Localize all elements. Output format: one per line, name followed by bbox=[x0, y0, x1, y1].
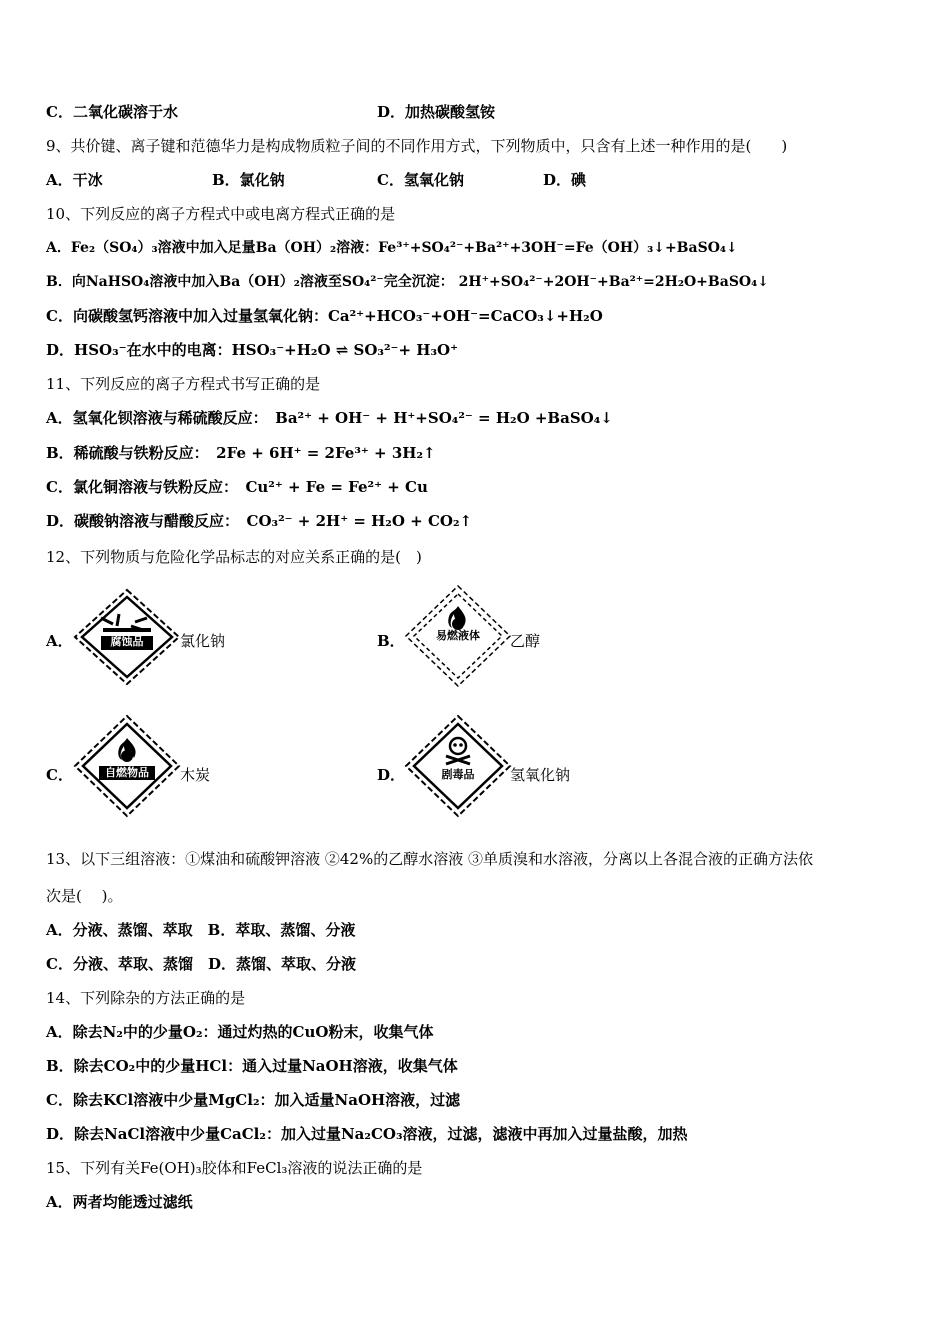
q10-option-c bbox=[46, 306, 603, 326]
q12-option-a-substance: 氯化钠 bbox=[180, 632, 226, 650]
q8-option-c: C．二氧化碳溶于水 bbox=[46, 103, 178, 121]
q11-option-a: A．氢氧化钡溶液与稀硫酸反应： Ba²⁺ + OH⁻ + H⁺+SO₄²⁻ = H₂O +BaSO₄↓ bbox=[46, 409, 613, 427]
q10-option-b-text: 向NaHSO₄溶液中加入Ba（OH）₂溶液至SO₄²⁻完全沉淀： 2H⁺+SO₄²⁻+2OH⁻+Ba²⁺=2H₂O+BaSO₄↓ bbox=[71, 274, 769, 290]
q9-option-c: C．氢氧化钠 bbox=[377, 171, 464, 189]
q12-option-d-letter: D． bbox=[377, 766, 406, 784]
q12-option-d-substance: 氢氧化钠 bbox=[510, 766, 571, 784]
q10-option-b-letter: B． bbox=[46, 274, 72, 290]
q14-option-b: B．除去CO₂中的少量HCl：通入过量NaOH溶液，收集气体 bbox=[46, 1057, 458, 1075]
q9-stem: 9、共价键、离子键和范德华力是构成物质粒子间的不同作用方式，下列物质中，只含有上述一种作用的是( ) bbox=[46, 137, 788, 155]
q13-options-row2: C．分液、萃取、蒸馏 D．蒸馏、萃取、分液 bbox=[46, 955, 356, 973]
q13-options-row1: A．分液、蒸馏、萃取 B．萃取、蒸馏、分液 bbox=[46, 921, 356, 939]
flammable-liquid-sign-label: 易燃液体 bbox=[436, 629, 480, 642]
q8-option-d: D．加热碳酸氢铵 bbox=[377, 103, 496, 121]
q15-stem: 15、下列有关Fe(OH)₃胶体和FeCl₃溶液的说法正确的是 bbox=[46, 1159, 423, 1177]
q14-option-a: A．除去N₂中的少量O₂：通过灼热的CuO粉末，收集气体 bbox=[46, 1023, 434, 1041]
toxic-sign-icon bbox=[404, 714, 512, 818]
q10-option-a bbox=[46, 238, 738, 258]
q10-option-d bbox=[46, 340, 458, 360]
q10-option-d-letter: D． bbox=[46, 341, 75, 359]
q10-option-b bbox=[46, 272, 769, 292]
q14-option-d: D．除去NaCl溶液中少量CaCl₂：加入过量Na₂CO₃溶液，过滤，滤液中再加入过量盐酸，加热 bbox=[46, 1125, 688, 1143]
q9-option-d: D．碘 bbox=[543, 171, 587, 189]
q11-option-d: D．碳酸钠溶液与醋酸反应： CO₃²⁻ + 2H⁺ = H₂O + CO₂↑ bbox=[46, 512, 473, 530]
q14-stem: 14、下列除杂的方法正确的是 bbox=[46, 989, 246, 1007]
q12-option-b-letter: B． bbox=[377, 632, 405, 650]
q10-option-d-text: HSO₃⁻在水中的电离：HSO₃⁻+H₂O ⇌ SO₃²⁻+ H₃O⁺ bbox=[74, 341, 458, 359]
q10-option-c-text: 向碳酸氢钙溶液中加入过量氢氧化钠：Ca²⁺+HCO₃⁻+OH⁻=CaCO₃↓+H₂O bbox=[72, 307, 603, 325]
q10-option-c-letter: C． bbox=[46, 307, 73, 325]
q15-option-a: A．两者均能透过滤纸 bbox=[46, 1193, 193, 1211]
q13-stem-line2: 次是( )。 bbox=[46, 887, 123, 905]
q12-option-c-substance: 木炭 bbox=[180, 766, 211, 784]
q12-option-c-letter: C． bbox=[46, 766, 73, 784]
spontaneous-combustion-sign-label: 自燃物品 bbox=[105, 766, 149, 779]
q11-option-c: C．氯化铜溶液与铁粉反应： Cu²⁺ + Fe = Fe²⁺ + Cu bbox=[46, 478, 428, 496]
q12-stem: 12、下列物质与危险化学品标志的对应关系正确的是( ) bbox=[46, 548, 422, 566]
q10-option-a-text: Fe₂（SO₄）₃溶液中加入足量Ba（OH）₂溶液：Fe³⁺+SO₄²⁻+Ba²⁺+3OH⁻=Fe（OH）₃↓+BaSO₄↓ bbox=[70, 240, 738, 256]
corrosive-sign-label: 腐蚀品 bbox=[110, 635, 144, 648]
q11-stem: 11、下列反应的离子方程式书写正确的是 bbox=[46, 375, 321, 393]
q9-option-a: A．干冰 bbox=[46, 171, 103, 189]
q10-option-a-letter: A． bbox=[46, 240, 71, 256]
q11-option-b: B．稀硫酸与铁粉反应： 2Fe + 6H⁺ = 2Fe³⁺ + 3H₂↑ bbox=[46, 444, 436, 462]
q13-stem-line1: 13、以下三组溶液：①煤油和硫酸钾溶液 ②42%的乙醇水溶液 ③单质溴和水溶液，分离以上各混合液的正确方法依 bbox=[46, 850, 813, 868]
corrosive-sign-icon bbox=[73, 588, 181, 686]
q10-stem: 10、下列反应的离子方程式中或电离方程式正确的是 bbox=[46, 205, 396, 223]
q14-option-c: C．除去KCl溶液中少量MgCl₂：加入适量NaOH溶液，过滤 bbox=[46, 1091, 461, 1109]
q9-option-b: B．氯化钠 bbox=[212, 171, 285, 189]
q12-option-b-substance: 乙醇 bbox=[510, 632, 541, 650]
q12-option-a-letter: A． bbox=[46, 632, 73, 650]
toxic-sign-label: 剧毒品 bbox=[441, 768, 475, 781]
flammable-liquid-sign-icon bbox=[404, 584, 512, 688]
spontaneous-combustion-sign-icon bbox=[73, 714, 181, 818]
